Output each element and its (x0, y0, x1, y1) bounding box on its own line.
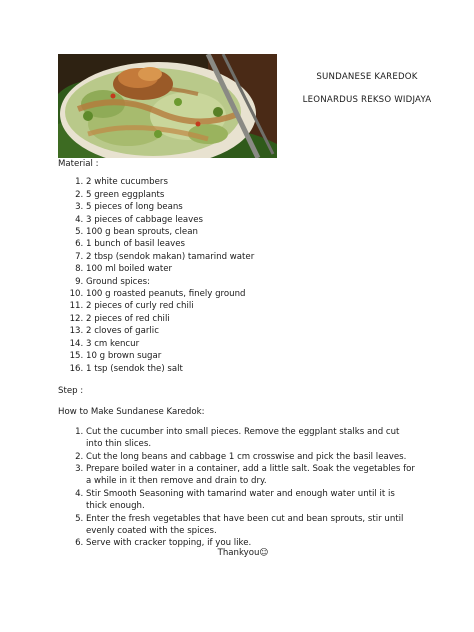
list-item: 14. 3 cm kencur (86, 338, 418, 350)
step-item: 2. Cut the long beans and cabbage 1 cm crosswise and pick the basil leaves. (86, 451, 418, 463)
list-item: 2. 5 green eggplants (86, 189, 418, 201)
karedok-photo (58, 54, 277, 158)
title-block (292, 71, 442, 106)
step-label: Step : (58, 385, 84, 396)
list-item: 13. 2 cloves of garlic (86, 325, 418, 337)
recipe-body (58, 158, 418, 550)
step-item: 5. Enter the fresh vegetables that have been cut and bean sprouts, stir until evenly coated with the spices. (86, 513, 418, 538)
list-item: 9. Ground spices: (86, 276, 418, 288)
list-item: 8. 100 ml boiled water (86, 263, 418, 275)
step-item: 4. Stir Smooth Seasoning with tamarind water and enough water until it is thick enough. (86, 488, 418, 513)
thank-you-text: Thankyou (217, 548, 260, 558)
step-list (58, 426, 418, 550)
smiley-icon: ☺ (259, 548, 269, 558)
list-item: 7. 2 tbsp (sendok makan) tamarind water (86, 251, 418, 263)
recipe-title: SUNDANESE KAREDOK (316, 72, 418, 82)
list-item: 4. 3 pieces of cabbage leaves (86, 214, 418, 226)
thank-you-line (0, 548, 474, 558)
howto-heading: How to Make Sundanese Karedok: (58, 407, 205, 418)
list-item: 16. 1 tsp (sendok the) salt (86, 363, 418, 375)
list-item: 11. 2 pieces of curly red chili (86, 300, 418, 312)
list-item: 15. 10 g brown sugar (86, 350, 418, 362)
step-item: 3. Prepare boiled water in a container, add a little salt. Soak the vegetables for a while in it then remove and drain to dry. (86, 463, 418, 488)
list-item: 10. 100 g roasted peanuts, finely ground (86, 288, 418, 300)
step-item: 6. Serve with cracker topping, if you like. (86, 537, 418, 549)
list-item: 3. 5 pieces of long beans (86, 201, 418, 213)
material-label: Material : (58, 159, 99, 169)
step-item: 1. Cut the cucumber into small pieces. Remove the eggplant stalks and cut into thin slices. (86, 426, 418, 451)
list-item: 6. 1 bunch of basil leaves (86, 238, 418, 250)
author-name: LEONARDUS REKSO WIDJAYA (302, 95, 432, 105)
list-item: 5. 100 g bean sprouts, clean (86, 226, 418, 238)
list-item: 1. 2 white cucumbers (86, 176, 418, 188)
list-item: 12. 2 pieces of red chili (86, 313, 418, 325)
ingredient-list (58, 176, 418, 375)
